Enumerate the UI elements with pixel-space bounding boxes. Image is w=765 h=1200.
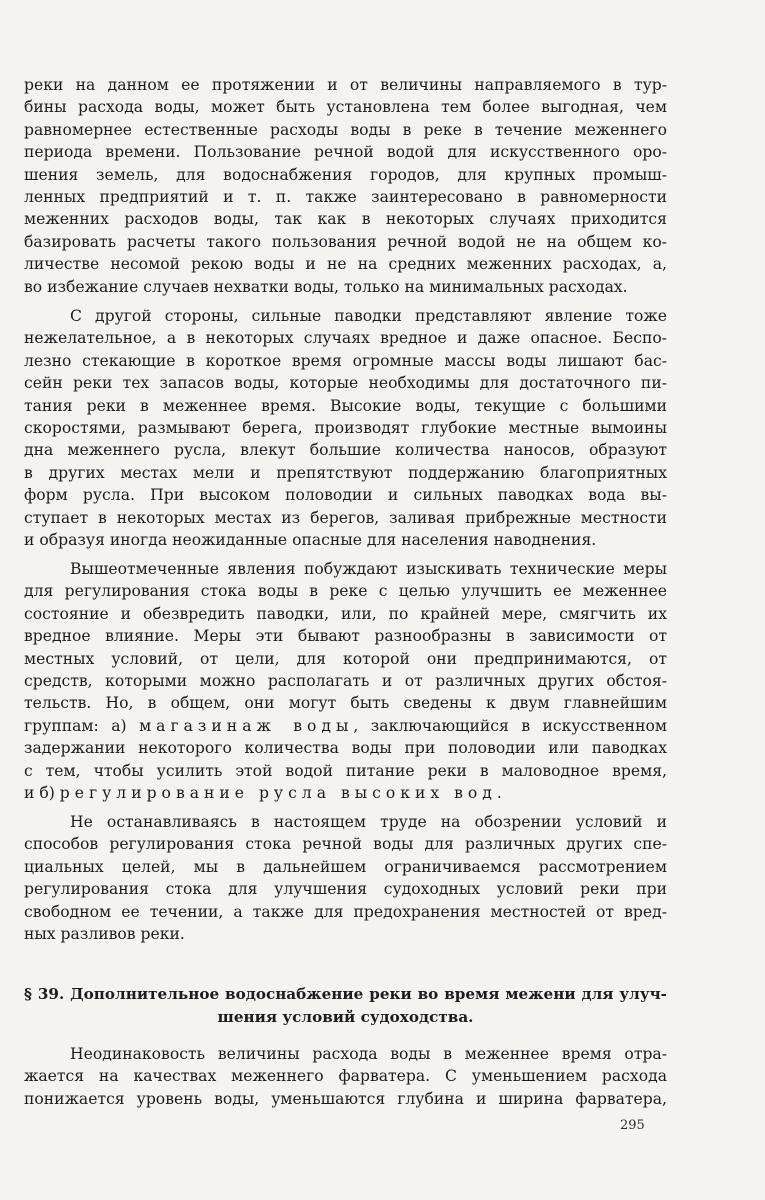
text-line: реки на данном ее протяжении и от величины направляемого в тур-	[24, 76, 667, 94]
text-line: во избежание случаев нехватки воды, только на минимальных расходах.	[24, 277, 628, 296]
text-line: лезно стекающие в короткое время огромные массы воды лишают бас-	[24, 351, 667, 370]
text-line: форм русла. При высоком половодии и сильных паводках вода вы-	[24, 486, 667, 505]
text-line: Вышеотмеченные явления побуждают изыскивать технические меры	[70, 560, 667, 578]
text-line: скоростями, размывают берега, производят глубокие местные вымоины	[24, 419, 667, 437]
text-line: личестве несомой рекою воды и не на средних меженних расходах, а,	[24, 255, 667, 274]
text-line: с тем, чтобы усилить этой водой питание реки в маловодное время,	[24, 761, 667, 780]
text-line: состояние и обезвредить паводки, или, по крайней мере, смягчить их	[24, 604, 667, 623]
text-line: Неодинаковость величины расхода воды в меженнее время отра-	[70, 1045, 667, 1063]
text-line: шения земель, для водоснабжения городов, для крупных промыш-	[24, 165, 667, 184]
text-line: тельств. Но, в общем, они могут быть сведены к двум главнейшим	[24, 694, 667, 713]
text-line: ных разливов реки.	[24, 925, 185, 943]
text-line: Не останавливаясь в настоящем труде на обозрении условий и	[70, 813, 667, 831]
page-number: 295	[620, 1118, 645, 1133]
text-line: ступает в некоторых местах из берегов, заливая прибрежные местности	[24, 508, 667, 527]
section-heading-continuation: шения условий судоходства.	[217, 1008, 474, 1026]
text-line: тания реки в меженнее время. Высокие воды, текущие с большими	[24, 396, 667, 415]
emphasized-term: магазинаж воды	[139, 716, 354, 735]
text-line: местных условий, от цели, для которой они предпринимаются, от	[24, 649, 667, 668]
text-line: свободном ее течении, а также для предохранения местностей от вред-	[24, 902, 667, 921]
text-line: группам: а) магазинаж воды, заключающийся в искусственном	[24, 716, 667, 735]
text-line: и б) регулирование русла высоких вод.	[24, 784, 502, 802]
text-line: жается на качествах меженнего фарватера. С уменьшением расхода	[24, 1067, 667, 1086]
text-line: способов регулирования стока речной воды для различных других спе-	[24, 835, 667, 854]
text-line: меженних расходов воды, так как в некоторых случаях приходится	[24, 210, 667, 229]
text-line: в других местах мели и препятствуют поддержанию благоприятных	[24, 463, 667, 482]
text-line: циальных целей, мы в дальнейшем ограничиваемся рассмотрением	[24, 857, 667, 876]
text-line: сейн реки тех запасов воды, которые необходимы для достаточного пи-	[24, 374, 667, 393]
text-line: базировать расчеты такого пользования речной водой не на общем ко-	[24, 232, 667, 251]
text-line: средств, которыми можно располагать и от различных других обстоя-	[24, 672, 667, 690]
text-line: равномернее естественные расходы воды в реке в течение меженнего	[24, 120, 667, 139]
text-line: дна меженнего русла, влекут большие количества наносов, образуют	[24, 441, 667, 460]
text-line: периода времени. Пользование речной водой для искусственного оро-	[24, 143, 667, 162]
section-heading: § 39. Дополнительное водоснабжение реки во время межени для улуч-	[24, 985, 667, 1003]
text-line: для регулирования стока воды в реке с целью улучшить ее меженнее	[24, 582, 667, 601]
text-line: нежелательное, а в некоторых случаях вредное и даже опасное. Беспо-	[24, 329, 667, 348]
text-line: вредное влияние. Меры эти бывают разнообразны в зависимости от	[24, 627, 667, 646]
text-line: бины расхода воды, может быть установлена тем более выгодная, чем	[24, 98, 667, 117]
text-line: ленных предприятий и т. п. также заинтересовано в равномерности	[24, 188, 667, 206]
text-line: понижается уровень воды, уменьшаются глубина и ширина фарватера,	[24, 1089, 667, 1108]
text-line: регулирования стока для улучшения судоходных условий реки при	[24, 880, 667, 899]
text-line: задержании некоторого количества воды при половодии или паводках	[24, 739, 667, 758]
text-line: и образуя иногда неожиданные опасные для населения наводнения.	[24, 531, 597, 549]
emphasized-term: регулирование русла высоких вод	[59, 784, 497, 802]
text-line: С другой стороны, сильные паводки представляют явление тоже	[70, 307, 667, 325]
